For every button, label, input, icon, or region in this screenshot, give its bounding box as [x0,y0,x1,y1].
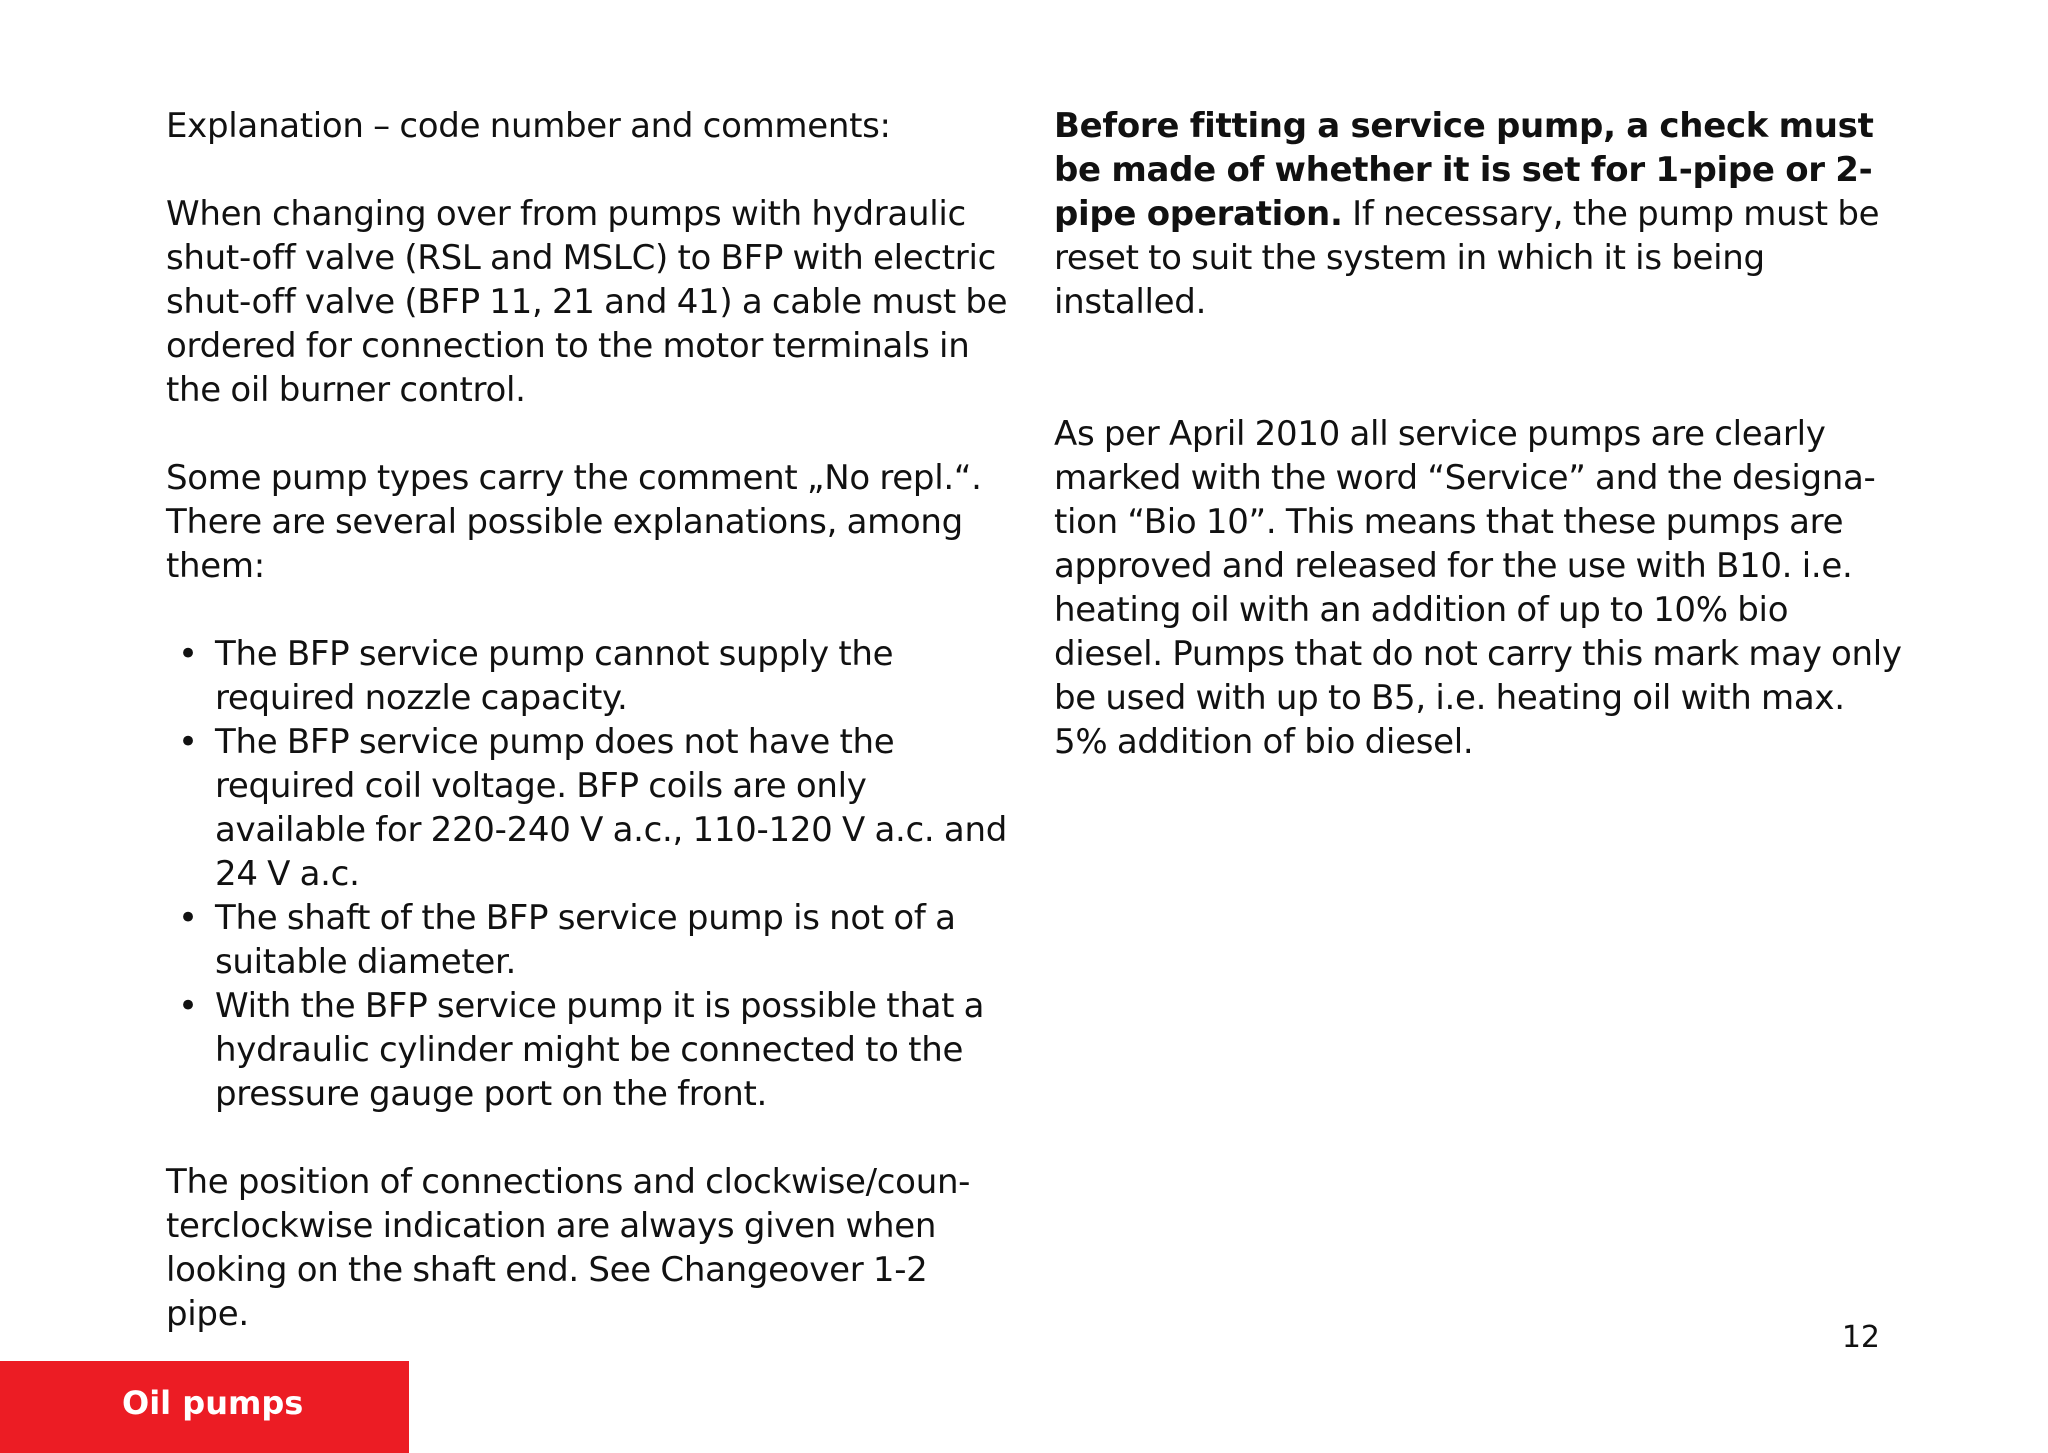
list-item-text: The shaft of the BFP service pump is not of a suitable diameter. [215,898,956,982]
list-item [166,984,1016,1116]
no-replacement-paragraph: Some pump types carry the comment „No repl.“. There are several possible explanations, among them: [166,458,982,586]
shaft-end-paragraph: The position of connections and clockwise/coun-terclockwise indication are always given when looking on the shaft end. See Changeover 1-2 pipe. [166,1162,971,1334]
list-item [166,632,1016,720]
list-item-text: With the BFP service pump it is possible that a hydraulic cylinder might be connected to the pressure gauge port on the front. [215,986,985,1114]
bio-designation-paragraph: As per April 2010 all service pumps are clearly marked with the word “Service” and the designa-tion “Bio 10”. This means that these pumps are approved and released for the use with B10. i.e. heating oil with an addition of up to 10% bio diesel. Pumps that do not carry this mark may only be used with up to B5, i.e. heating oil with max. 5% addition of bio diesel. [1054,414,1902,762]
list-item [166,896,1016,984]
section-tab [0,1361,409,1453]
left-column [166,104,1016,1336]
right-column [1054,104,1904,764]
bullet-icon: • [178,634,198,674]
explanations-list [166,632,1016,1116]
bullet-icon: • [178,986,198,1026]
explanation-heading: Explanation – code number and comments: [166,106,891,146]
list-item [166,720,1016,896]
page-number: 12 [1841,1320,1880,1355]
service-pump-check-rest: If necessary, the pump must be reset to suit the system in which it is being installed. [1054,194,1880,322]
service-pump-check-paragraph [1054,104,1904,324]
cable-changeover-paragraph: When changing over from pumps with hydraulic shut-off valve (RSL and MSLC) to BFP with electric shut-off valve (BFP 11, 21 and 41) a cable must be ordered for connection to the motor terminals in the oil burner control. [166,194,1008,410]
list-item-text: The BFP service pump does not have the required coil voltage. BFP coils are only available for 220-240 V a.c., 110-120 V a.c. and 24 V a.c. [215,722,1007,894]
bullet-icon: • [178,898,198,938]
list-item-text: The BFP service pump cannot supply the required nozzle capacity. [215,634,894,718]
bullet-icon: • [178,722,198,762]
service-pump-check-bold: Before fitting a service pump, a check must be made of whether it is set for 1-pipe or 2-pipe operation. [1054,106,1874,234]
section-label: Oil pumps [122,1384,304,1422]
